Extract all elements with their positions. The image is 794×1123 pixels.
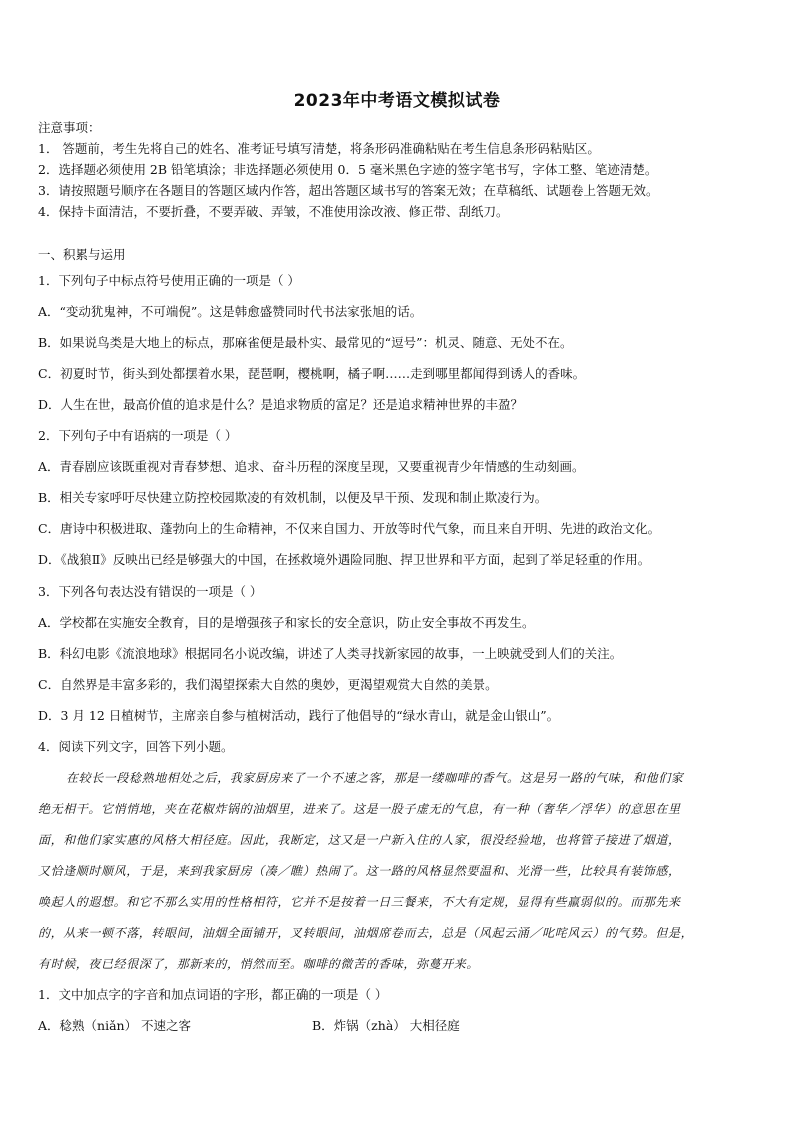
q2-option-a: A．青春剧应该既重视对青春梦想、追求、奋斗历程的深度呈现，又要重视青少年情感的生动刻画。 — [38, 459, 585, 474]
q2-option-c: C．唐诗中积极进取、蓬勃向上的生命精神，不仅来自国力、开放等时代气象，而且来自开明、先进的政治文化。 — [38, 521, 661, 536]
q4-stem: 4．阅读下列文字，回答下列小题。 — [38, 739, 234, 754]
passage-line-6: 的，从来一顿不落，转眼间，油烟全面铺开，叉转眼间，油烟席卷而去，总是（风起云涌／叱咤风云）的气势。但是， — [38, 926, 694, 940]
q3-option-b: B．科幻电影《流浪地球》根据同名小说改编，讲述了人类寻找新家园的故事，一上映就受到人们的关注。 — [38, 646, 623, 661]
q4-sub1-option-b: B．炸锅（zhà） 大相径庭 — [312, 1018, 460, 1033]
q1-option-d: D．人生在世，最高价值的追求是什么？是追求物质的富足？还是追求精神世界的丰盈？ — [38, 397, 524, 412]
q1-option-b: B．如果说鸟类是大地上的标点，那麻雀便是最朴实、最常见的“逗号”：机灵、随意、无处不在。 — [38, 335, 573, 350]
page-title: 2023年中考语文模拟试卷 — [293, 91, 501, 111]
passage-line-5: 唤起人的遐想。和它不那么实用的性格相符，它并不是按着一日三餐来，不大有定规，显得有些羸弱似的。而那先来 — [38, 895, 681, 909]
notice-item-4: 4．保持卡面清洁，不要折叠，不要弄破、弄皱，不准使用涂改液、修正带、刮纸刀。 — [38, 204, 509, 219]
q4-sub1-stem: 1．文中加点字的字音和加点词语的字形，都正确的一项是（ ） — [38, 987, 388, 1002]
q3-option-a: A．学校都在实施安全教育，目的是增强孩子和家长的安全意识，防止安全事故不再发生。 — [38, 615, 535, 630]
q1-stem: 1．下列句子中标点符号使用正确的一项是（ ） — [38, 273, 300, 288]
notice-item-1: 1． 答题前，考生先将自己的姓名、准考证号填写清楚，将条形码准确粘贴在考生信息条形码粘贴区。 — [38, 141, 600, 156]
passage-line-4: 又恰逢顺时顺风，于是，来到我家厨房（凑／瞧）热闹了。这一路的风格显然要温和、光滑一些，比较具有装饰感， — [38, 864, 681, 878]
q1-option-a: A．“变动犹鬼神，不可端倪”。这是韩愈盛赞同时代书法家张旭的话。 — [38, 304, 423, 319]
section-title: 一、积累与运用 — [38, 247, 126, 262]
q1-option-c: C．初夏时节，街头到处都摆着水果，琵琶啊，樱桃啊，橘子啊……走到哪里都闻得到诱人的香味。 — [38, 366, 586, 381]
q3-option-d: D．3 月 12 日植树节，主席亲自参与植树活动，践行了他倡导的“绿水青山，就是金山银山”。 — [38, 708, 560, 723]
q3-option-c: C．自然界是丰富多彩的，我们渴望探索大自然的奥妙，更渴望观赏大自然的美景。 — [38, 677, 498, 692]
q3-stem: 3．下列各句表达没有错误的一项是（ ） — [38, 584, 263, 599]
passage-line-3: 面，和他们家实惠的风格大相径庭。因此，我断定，这又是一户新入住的人家，很没经验地，也将管子接进了烟道， — [38, 833, 681, 847]
q2-option-b: B．相关专家呼吁尽快建立防控校园欺凌的有效机制，以便及早干预、发现和制止欺凌行为。 — [38, 490, 548, 505]
notice-item-2: 2．选择题必须使用 2B 铅笔填涂；非选择题必须使用 0．5 毫米黑色字迹的签字笔书写，字体工整、笔迹清楚。 — [38, 162, 658, 177]
q2-stem: 2．下列句子中有语病的一项是（ ） — [38, 428, 238, 443]
notice-heading: 注意事项： — [38, 120, 101, 135]
q4-sub1-option-a: A．稔熟（niǎn） 不速之客 — [38, 1018, 192, 1033]
q2-option-d: D．《战狼Ⅱ》反映出已经是够强大的中国，在拯救境外遇险同胞、捍卫世界和平方面，起到了举足轻重的作用。 — [38, 552, 651, 567]
passage-line-1: 在较长一段稔熟地相处之后，我家厨房来了一个不速之客，那是一缕咖啡的香气。这是另一路的气味，和他们家 — [66, 771, 684, 785]
passage-line-7: 有时候，夜已经很深了，那新来的，悄然而至。咖啡的微苦的香味，弥蔓开来。 — [38, 957, 480, 971]
notice-item-3: 3．请按照题号顺序在各题目的答题区域内作答，超出答题区域书写的答案无效；在草稿纸、试题卷上答题无效。 — [38, 183, 659, 198]
passage-line-2: 绝无相干。它悄悄地，夹在花椒炸锅的油烟里，进来了。这是一股子虚无的气息，有一种（奢华／浮华）的意思在里 — [38, 802, 681, 816]
